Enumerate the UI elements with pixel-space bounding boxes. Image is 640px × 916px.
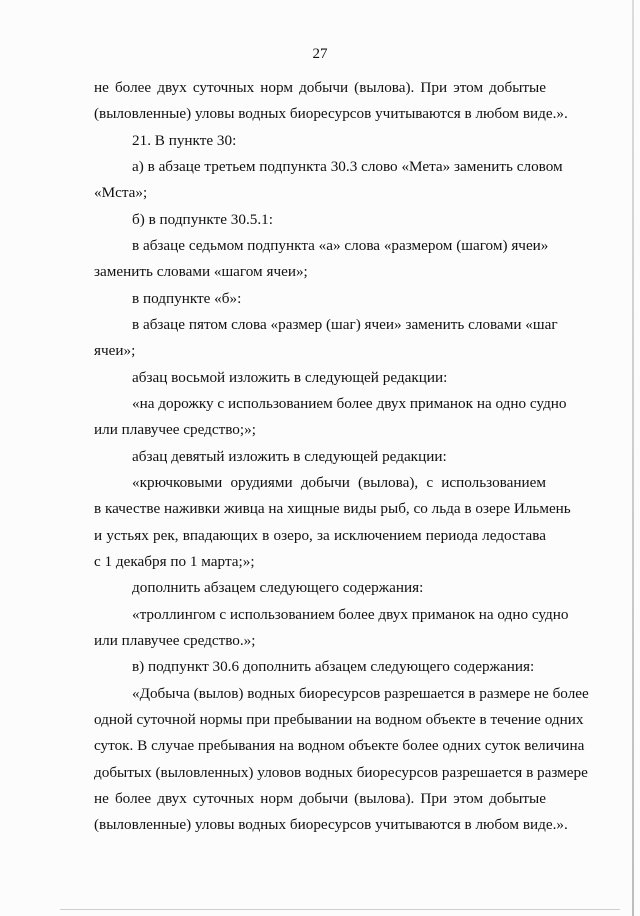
text-line: не более двух суточных норм добычи (вылова). При этом добытые xyxy=(94,790,546,807)
text-line: «крючковыми орудиями добычи (вылова), с использованием xyxy=(132,474,546,491)
text-line: в абзаце пятом слова «размер (шаг) ячеи» заменить словами «шаг xyxy=(132,316,558,333)
text-line: «троллингом с использованием более двух приманок на одно судно xyxy=(132,606,569,623)
text-line: (выловленные) уловы водных биоресурсов учитываются в любом виде.». xyxy=(94,105,568,122)
text-line: ячеи»; xyxy=(94,342,136,359)
text-line: (выловленные) уловы водных биоресурсов учитываются в любом виде.». xyxy=(94,816,568,833)
text-line: абзац девятый изложить в следующей редакции: xyxy=(132,448,447,465)
text-line: или плавучее средство;»; xyxy=(94,421,256,438)
page-number: 27 xyxy=(312,46,328,62)
text-line: абзац восьмой изложить в следующей редакции: xyxy=(132,369,448,386)
text-line: суток. В случае пребывания на водном объекте более одних суток величина xyxy=(94,737,585,754)
text-line: с 1 декабря по 1 марта;»; xyxy=(94,553,255,570)
text-line: а) в абзаце третьем подпункта 30.3 слово «Мета» заменить словом xyxy=(132,158,563,175)
text-line: «Добыча (вылов) водных биоресурсов разрешается в размере не более xyxy=(132,685,589,702)
text-line: «на дорожку с использованием более двух приманок на одно судно xyxy=(132,395,567,412)
page-edge-shadow xyxy=(632,0,634,916)
text-line: или плавучее средство.»; xyxy=(94,632,256,649)
text-line: дополнить абзацем следующего содержания: xyxy=(132,579,424,596)
text-line: 21. В пункте 30: xyxy=(132,132,237,149)
text-line: в подпункте «б»: xyxy=(132,290,242,307)
text-line: и устьях рек, впадающих в озеро, за исключением периода ледостава xyxy=(94,527,546,544)
text-line: б) в подпункте 30.5.1: xyxy=(132,211,273,228)
text-line: в абзаце седьмом подпункта «а» слова «размером (шагом) ячеи» xyxy=(132,237,549,254)
text-line: одной суточной нормы при пребывании на водном объекте в течение одних xyxy=(94,711,584,728)
text-line: добытых (выловленных) уловов водных биоресурсов разрешается в размере xyxy=(94,764,588,781)
text-line: в качестве наживки живца на хищные виды рыб, со льда в озере Ильмень xyxy=(94,500,571,517)
page-bottom-edge xyxy=(60,909,620,910)
text-line: в) подпункт 30.6 дополнить абзацем следующего содержания: xyxy=(132,658,535,675)
text-line: не более двух суточных норм добычи (вылова). При этом добытые xyxy=(94,79,546,96)
text-line: «Мста»; xyxy=(94,184,148,201)
text-line: заменить словами «шагом ячеи»; xyxy=(94,263,308,280)
